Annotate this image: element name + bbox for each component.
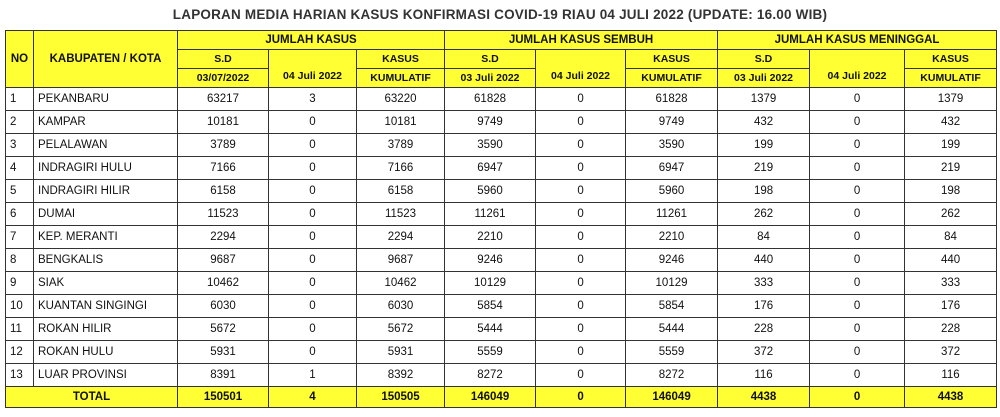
row-kasus-kumulatif: 5931 [357,341,445,364]
row-meninggal-kumulatif: 1379 [905,88,997,111]
row-meninggal-today: 0 [810,180,905,203]
row-meninggal-today: 0 [810,295,905,318]
row-meninggal-sd: 84 [718,226,810,249]
row-meninggal-today: 0 [810,226,905,249]
row-kabupaten: BENGKALIS [34,249,178,272]
row-sembuh-sd: 6947 [445,157,536,180]
header-kasus-kum-l2: KUMULATIF [357,69,445,88]
row-sembuh-today: 0 [536,157,626,180]
row-kasus-sd: 11523 [178,203,269,226]
row-sembuh-kumulatif: 6947 [626,157,718,180]
row-kasus-today: 3 [269,88,357,111]
row-kabupaten: INDRAGIRI HULU [34,157,178,180]
row-sembuh-today: 0 [536,111,626,134]
row-kasus-today: 0 [269,272,357,295]
row-kasus-today: 1 [269,364,357,387]
header-sembuh-kum-l1: KASUS [626,50,718,69]
header-sembuh-sd-l2: 03 Juli 2022 [445,69,536,88]
row-kasus-kumulatif: 10462 [357,272,445,295]
row-meninggal-sd: 440 [718,249,810,272]
header-meninggal-today: 04 Juli 2022 [810,50,905,88]
row-kasus-kumulatif: 3789 [357,134,445,157]
row-sembuh-today: 0 [536,364,626,387]
row-meninggal-kumulatif: 333 [905,272,997,295]
row-kasus-kumulatif: 11523 [357,203,445,226]
row-kabupaten: INDRAGIRI HILIR [34,180,178,203]
row-no: 11 [6,318,34,341]
header-no: NO [6,31,34,88]
row-sembuh-kumulatif: 9246 [626,249,718,272]
row-sembuh-sd: 61828 [445,88,536,111]
row-sembuh-today: 0 [536,318,626,341]
row-meninggal-sd: 199 [718,134,810,157]
row-meninggal-today: 0 [810,364,905,387]
row-kasus-kumulatif: 7166 [357,157,445,180]
row-no: 5 [6,180,34,203]
row-sembuh-kumulatif: 5444 [626,318,718,341]
row-meninggal-kumulatif: 440 [905,249,997,272]
row-no: 10 [6,295,34,318]
row-kasus-today: 0 [269,249,357,272]
row-meninggal-today: 0 [810,272,905,295]
row-kasus-today: 0 [269,295,357,318]
row-meninggal-sd: 333 [718,272,810,295]
row-meninggal-today: 0 [810,249,905,272]
row-kasus-today: 0 [269,180,357,203]
row-sembuh-sd: 5854 [445,295,536,318]
total-kasus-sd: 150501 [178,387,269,408]
header-group-meninggal: JUMLAH KASUS MENINGGAL [718,31,997,50]
row-meninggal-kumulatif: 262 [905,203,997,226]
row-sembuh-sd: 3590 [445,134,536,157]
total-sembuh-kumulatif: 146049 [626,387,718,408]
row-no: 1 [6,88,34,111]
row-meninggal-sd: 372 [718,341,810,364]
row-meninggal-today: 0 [810,203,905,226]
header-group-sembuh: JUMLAH KASUS SEMBUH [445,31,718,50]
row-meninggal-sd: 262 [718,203,810,226]
row-kasus-kumulatif: 6158 [357,180,445,203]
row-meninggal-today: 0 [810,111,905,134]
header-meninggal-kum-l1: KASUS [905,50,997,69]
row-sembuh-today: 0 [536,88,626,111]
row-no: 9 [6,272,34,295]
total-meninggal-kumulatif: 4438 [905,387,997,408]
row-kasus-sd: 2294 [178,226,269,249]
row-meninggal-sd: 432 [718,111,810,134]
row-meninggal-kumulatif: 84 [905,226,997,249]
header-kasus-today: 04 Juli 2022 [269,50,357,88]
row-kasus-sd: 8391 [178,364,269,387]
row-sembuh-kumulatif: 10129 [626,272,718,295]
table-row [6,134,997,157]
row-sembuh-sd: 8272 [445,364,536,387]
row-kasus-kumulatif: 63220 [357,88,445,111]
total-sembuh-sd: 146049 [445,387,536,408]
row-sembuh-kumulatif: 5559 [626,341,718,364]
row-no: 13 [6,364,34,387]
total-kasus-today: 4 [269,387,357,408]
row-kasus-sd: 3789 [178,134,269,157]
table-row [6,295,997,318]
table-row [6,111,997,134]
report-title: LAPORAN MEDIA HARIAN KASUS KONFIRMASI COVID-19 RIAU 04 JULI 2022 (UPDATE: 16.00 WIB) [172,7,828,22]
row-kabupaten: ROKAN HILIR [34,318,178,341]
header-kasus-sd-l1: S.D [178,50,269,69]
row-kasus-sd: 6158 [178,180,269,203]
row-kasus-sd: 5931 [178,341,269,364]
row-meninggal-kumulatif: 116 [905,364,997,387]
row-kasus-today: 0 [269,226,357,249]
row-no: 6 [6,203,34,226]
row-meninggal-sd: 198 [718,180,810,203]
row-sembuh-kumulatif: 9749 [626,111,718,134]
header-meninggal-kum-l2: KUMULATIF [905,69,997,88]
total-label: TOTAL [6,387,178,408]
row-kabupaten: KUANTAN SINGINGI [34,295,178,318]
row-kabupaten: PEKANBARU [34,88,178,111]
row-kasus-kumulatif: 10181 [357,111,445,134]
row-meninggal-kumulatif: 198 [905,180,997,203]
row-kasus-sd: 9687 [178,249,269,272]
row-sembuh-kumulatif: 5854 [626,295,718,318]
row-sembuh-today: 0 [536,249,626,272]
row-kasus-today: 0 [269,134,357,157]
row-meninggal-kumulatif: 372 [905,341,997,364]
row-meninggal-sd: 1379 [718,88,810,111]
row-kasus-sd: 10462 [178,272,269,295]
row-meninggal-sd: 116 [718,364,810,387]
table-row [6,88,997,111]
row-kasus-kumulatif: 6030 [357,295,445,318]
row-sembuh-kumulatif: 61828 [626,88,718,111]
table-row [6,272,997,295]
row-sembuh-today: 0 [536,180,626,203]
row-meninggal-today: 0 [810,157,905,180]
total-row [6,387,997,408]
table-row [6,364,997,387]
row-kasus-sd: 6030 [178,295,269,318]
row-kasus-today: 0 [269,341,357,364]
table-header [6,31,997,88]
row-no: 7 [6,226,34,249]
row-meninggal-kumulatif: 432 [905,111,997,134]
table-row [6,203,997,226]
row-meninggal-kumulatif: 176 [905,295,997,318]
header-kabupaten: KABUPATEN / KOTA [34,31,178,88]
row-kasus-today: 0 [269,203,357,226]
row-kabupaten: DUMAI [34,203,178,226]
table-body [6,88,997,408]
row-sembuh-kumulatif: 5960 [626,180,718,203]
row-kasus-kumulatif: 8392 [357,364,445,387]
header-sembuh-kum-l2: KUMULATIF [626,69,718,88]
row-kabupaten: KAMPAR [34,111,178,134]
row-sembuh-sd: 11261 [445,203,536,226]
row-kasus-today: 0 [269,318,357,341]
header-kasus-sd-l2: 03/07/2022 [178,69,269,88]
row-meninggal-today: 0 [810,341,905,364]
covid-report-table [5,30,997,408]
row-no: 2 [6,111,34,134]
row-meninggal-today: 0 [810,318,905,341]
row-sembuh-sd: 5444 [445,318,536,341]
row-kabupaten: PELALAWAN [34,134,178,157]
row-sembuh-kumulatif: 11261 [626,203,718,226]
header-sembuh-today: 04 Juli 2022 [536,50,626,88]
row-meninggal-today: 0 [810,88,905,111]
row-sembuh-today: 0 [536,341,626,364]
row-sembuh-today: 0 [536,272,626,295]
table-row [6,318,997,341]
row-sembuh-sd: 2210 [445,226,536,249]
row-kasus-today: 0 [269,157,357,180]
total-meninggal-sd: 4438 [718,387,810,408]
table-row [6,180,997,203]
row-kasus-kumulatif: 5672 [357,318,445,341]
header-group-kasus: JUMLAH KASUS [178,31,445,50]
row-kasus-sd: 7166 [178,157,269,180]
table-row [6,341,997,364]
row-kabupaten: SIAK [34,272,178,295]
table-row [6,157,997,180]
header-meninggal-sd-l1: S.D [718,50,810,69]
row-kasus-sd: 63217 [178,88,269,111]
row-sembuh-sd: 9749 [445,111,536,134]
table-row [6,249,997,272]
total-kasus-kumulatif: 150505 [357,387,445,408]
row-sembuh-kumulatif: 3590 [626,134,718,157]
row-meninggal-kumulatif: 199 [905,134,997,157]
row-kasus-sd: 5672 [178,318,269,341]
row-sembuh-today: 0 [536,203,626,226]
row-meninggal-sd: 176 [718,295,810,318]
row-no: 3 [6,134,34,157]
row-sembuh-today: 0 [536,295,626,318]
row-sembuh-sd: 5559 [445,341,536,364]
row-no: 4 [6,157,34,180]
row-kabupaten: LUAR PROVINSI [34,364,178,387]
row-meninggal-sd: 219 [718,157,810,180]
row-meninggal-kumulatif: 228 [905,318,997,341]
row-kabupaten: ROKAN HULU [34,341,178,364]
row-meninggal-kumulatif: 219 [905,157,997,180]
row-sembuh-sd: 10129 [445,272,536,295]
header-kasus-kum-l1: KASUS [357,50,445,69]
row-sembuh-sd: 5960 [445,180,536,203]
row-kabupaten: KEP. MERANTI [34,226,178,249]
row-kasus-sd: 10181 [178,111,269,134]
row-sembuh-sd: 9246 [445,249,536,272]
row-meninggal-sd: 228 [718,318,810,341]
row-kasus-today: 0 [269,111,357,134]
row-sembuh-today: 0 [536,134,626,157]
row-kasus-kumulatif: 2294 [357,226,445,249]
total-sembuh-today: 0 [536,387,626,408]
row-sembuh-kumulatif: 2210 [626,226,718,249]
row-kasus-kumulatif: 9687 [357,249,445,272]
row-no: 8 [6,249,34,272]
row-meninggal-today: 0 [810,134,905,157]
row-no: 12 [6,341,34,364]
header-meninggal-sd-l2: 03 Juli 2022 [718,69,810,88]
table-row [6,226,997,249]
total-meninggal-today: 0 [810,387,905,408]
row-sembuh-today: 0 [536,226,626,249]
row-sembuh-kumulatif: 8272 [626,364,718,387]
header-sembuh-sd-l1: S.D [445,50,536,69]
